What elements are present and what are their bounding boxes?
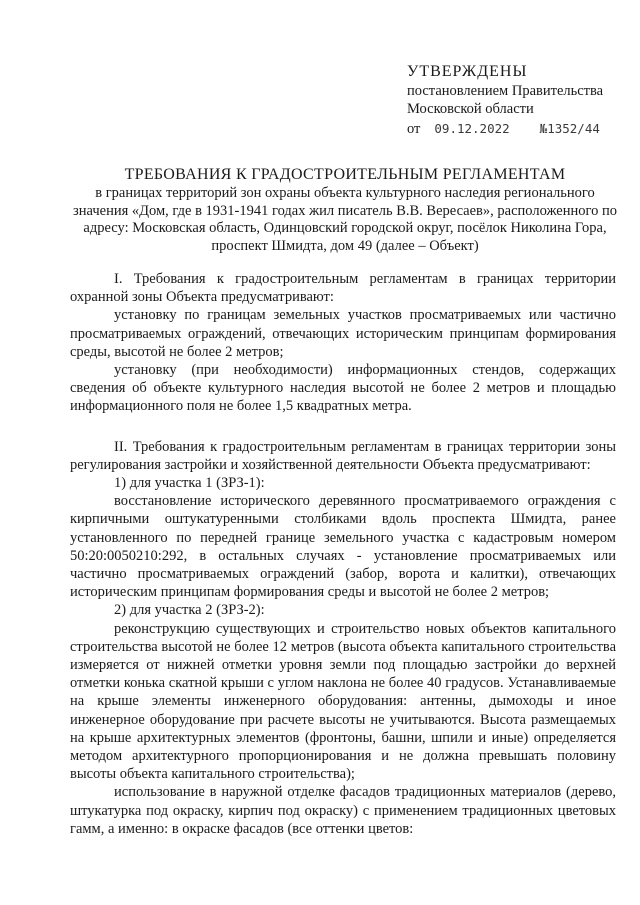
approval-date: 09.12.2022 (434, 121, 510, 136)
paragraph-fence-requirement: установку по границам земельных участков просматриваемых или частично просматриваемых ограждений, отвечающих историческим принципам формирования среды, высотой не более 2 метров; (70, 307, 616, 360)
approval-number: №1352/44 (539, 121, 600, 136)
approval-line-2: Московской области (407, 101, 534, 117)
approval-line-1: постановлением Правительства (407, 83, 604, 99)
approval-heading: УТВЕРЖДЕНЫ (407, 63, 528, 80)
document-title-block (70, 166, 620, 256)
document-subtitle: в границах территорий зон охраны объекта культурного наследия регионального значения «Дом, где в 1931-1941 годах жил писатель В.В. Вересаев», расположенного по адресу: Московская область, Одинцовский городской округ, посёлок Николина Гора, проспект Шмидта, дом 49 (далее – Объект) (73, 184, 617, 255)
paragraph-facade-materials: использование в наружной отделке фасадов традиционных материалов (дерево, штукатурка под окраску, кирпич под окраску) с применением традиционных цветовых гамм, а именно: в окраске фасадов (все оттенки цветов: (70, 784, 616, 837)
document-body (70, 270, 616, 838)
document-title: ТРЕБОВАНИЯ К ГРАДОСТРОИТЕЛЬНЫМ РЕГЛАМЕНТАМ (124, 166, 566, 183)
paragraph-section-1: I. Требования к градостроительным регламентам в границах территории охранной зоны Объекта предусматривают: (70, 271, 616, 306)
paragraph-section-2: II. Требования к градостроительным регламентам в границах территории зоны регулирования застройки и хозяйственной деятельности Объекта предусматривают: (70, 438, 616, 473)
approval-stamp (407, 62, 632, 138)
approval-date-number (407, 120, 632, 138)
paragraph-stand-requirement: установку (при необходимости) информационных стендов, содержащих сведения об объекте культурного наследия высотой не более 2 метров и площадью информационного поля не более 1,5 квадратных метра. (70, 362, 616, 415)
paragraph-plot-2-text: реконструкцию существующих и строительство новых объектов капитального строительства высотой не более 12 метров (высота объекта капитального строительства измеряется от нижней отметки уровня земли под площадью застройки до верхней отметки конька скатной крыши с углом наклона не более 40 градусов. Устанавливаемые на крыше элементы инженерного оборудования: антенны, дымоходы и иное инженерное оборудование при расчете высоты не учитываются. Высота размещаемых на крыше архитектурных элементов (фронтоны, башни, шпили и иные) определяется методом архитектурного пропорционирования и не должна превышать половину высоты объекта капитального строительства); (70, 620, 616, 783)
paragraph-plot-2-heading: 2) для участка 2 (ЗРЗ-2): (114, 602, 265, 619)
approval-from-label: от (407, 121, 421, 137)
paragraph-plot-1-text: восстановление исторического деревянного просматриваемого ограждения с кирпичными оштукатуренными столбиками вдоль проспекта Шмидта, ранее установленного по передней границе земельного участка с кадастровым номером 50:20:0050210:292, в остальных случаях - установление просматриваемых или частично просматриваемых ограждений (забор, ворота и калитки), отвечающих историческим принципам формирования среды и высотой не более 2 метров; (70, 493, 616, 601)
paragraph-plot-1-heading: 1) для участка 1 (ЗРЗ-1): (114, 475, 265, 492)
